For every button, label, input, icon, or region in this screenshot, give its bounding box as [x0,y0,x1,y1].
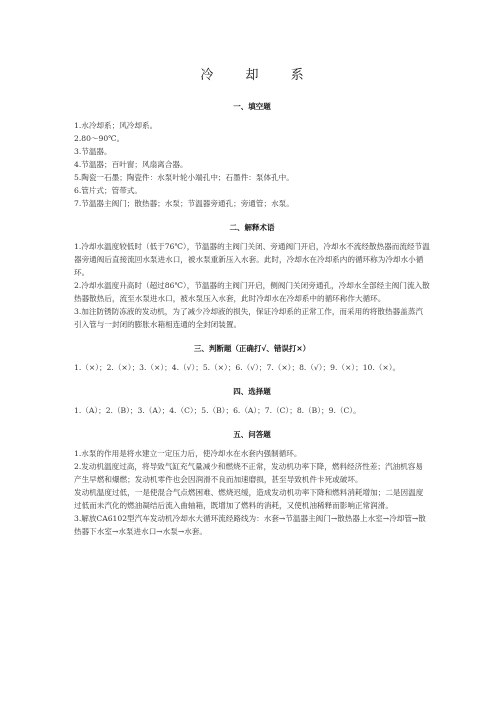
answer-line: 1.水冷却系；风冷却系。 [74,121,158,130]
section-true-false [74,343,430,374]
answer-line: 2.80～90℃。 [74,134,125,143]
answer-paragraph: 发动机温度过低，一是使混合气点燃困难、燃烧迟缓，造成发动机功率下降和燃料消耗增加；二是因温度过低而未汽化的燃油凝结后流入曲轴箱，既增加了燃料的消耗，又使机油稀释而影响正常润滑。 [74,488,424,510]
section-heading: 三、判断题（正确打√、错误打×） [193,344,311,353]
answer-line: 5.陶瓷一石墨；陶瓷件：水泵叶轮小端孔中；石墨件：泵体孔中。 [74,173,294,182]
page-title: 冷 却 系 [200,68,318,83]
section-heading: 四、选择题 [233,387,271,396]
answer-line: 1.（×）；2.（×）；3.（×）；4.（√）；5.（×）；6.（√）；7.（×）；8.（√）；9.（×）；10.（×）。 [74,363,401,372]
answer-line: 4.节温器；百叶窗；风扇离合器。 [74,160,188,169]
section-heading: 一、填空题 [233,102,271,111]
answer-line: 6.管片式；管带式。 [74,186,142,195]
section-multiple-choice [74,386,430,417]
answer-paragraph: 2.冷却水温度升高时（超过86℃），节温器的主阀门开启，侧阀门关闭旁通孔，冷却水全部经主阀门流入散热器散热后，流至水泵进水口，被水泵压入水套，此时冷却水在冷却系中的循环称作大循环。 [74,281,430,303]
section-questions [74,429,430,538]
answer-paragraph: 3.解放CA6102型汽车发动机冷却水大循环流经路线为：水套→节温器主阀门→散热器上水室→冷却管→散热器下水室→水泵进水口→水泵→水套。 [74,514,426,536]
section-heading: 二、解释术语 [229,223,275,232]
answer-paragraph: 1.水泵的作用是将水建立一定压力后，使冷却水在水套内强制循环。 [74,449,302,458]
answer-paragraph: 2.发动机温度过高，将导致气缸充气量减少和燃烧不正常，发动机功率下降，燃料经济性差；汽油机容易产生早燃和爆燃；发动机零件也会因润滑不良而加速磨损，甚至导致机件卡死或破坏。 [74,462,423,484]
answer-line: 1.（A）；2.（B）；3.（A）；4.（C）；5.（B）；6.（A）；7.（C）；8.（B）；9.（C）。 [74,406,361,415]
answer-line: 7.节温器主阀门；散热器；水泵；节温器旁通孔；旁通管；水泵。 [74,199,294,208]
document-page [74,64,430,550]
answer-paragraph: 3.加注防锈防冻液的发动机，为了减少冷却液的损失，保证冷却系的正常工作，而采用的将散热器盖蒸汽引入管与一封闭的膨胀水箱相连通的全封闭装置。 [74,307,423,329]
answer-paragraph: 1.冷却水温度较低时（低于76℃），节温器的主阀门关闭、旁通阀门开启，冷却水不流经散热器而流经节温器旁通阀后直接流回水泵进水口，被水泵重新压入水套。此时，冷却水在冷却系内的循环称为冷却水小循环。 [74,242,430,277]
section-terms [74,222,430,331]
answer-line: 3.节温器。 [74,147,112,156]
section-heading: 五、问答题 [233,430,271,439]
section-fill-in [74,101,430,210]
